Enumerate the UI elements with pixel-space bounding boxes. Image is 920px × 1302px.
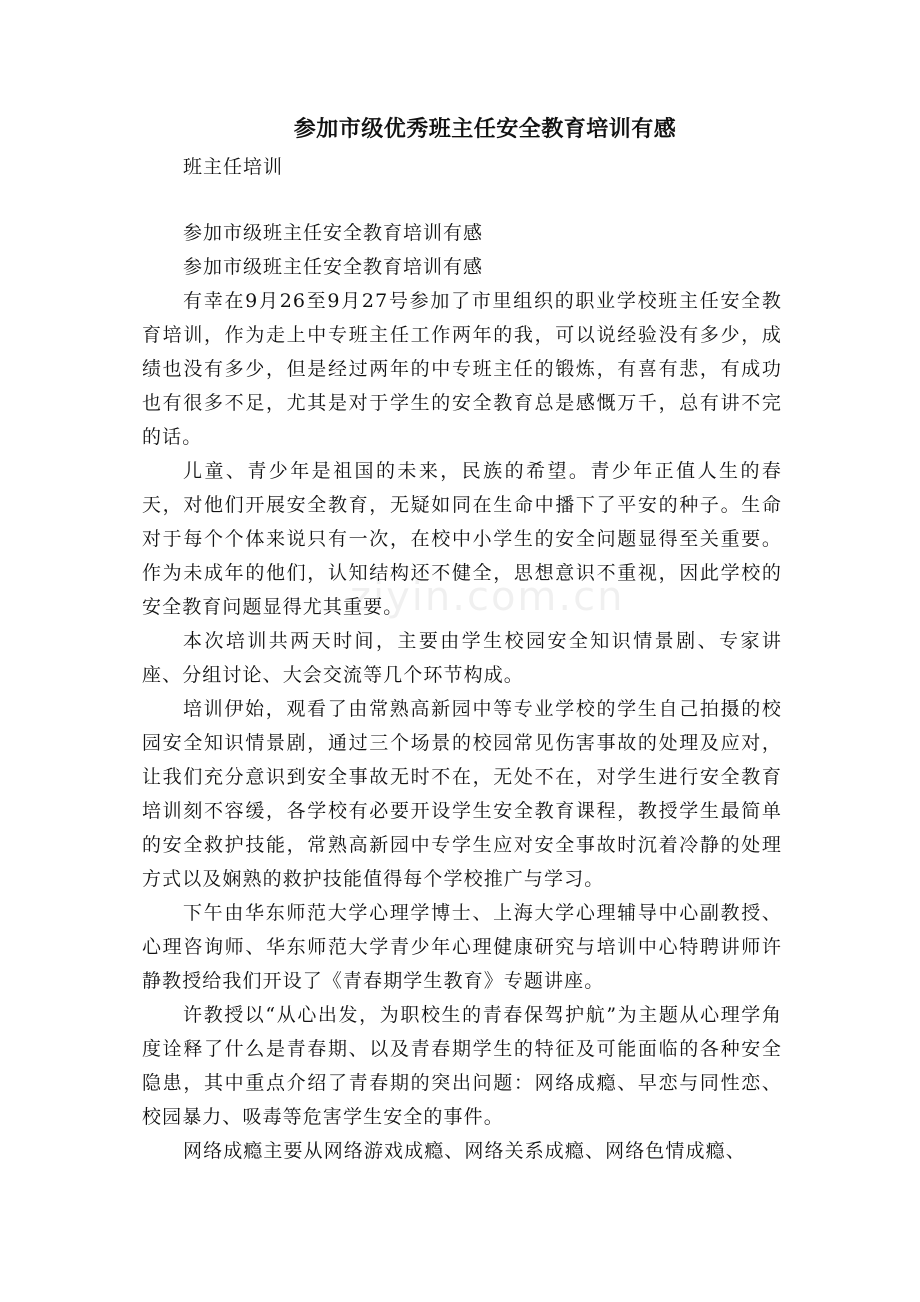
paragraph: 许教授以“从心出发，为职校生的青春保驾护航”为主题从心理学角度诠释了什么是青春期、以及青春期学生的特征及可能面临的各种安全隐患，其中重点介绍了青春期的突出问题：网络成瘾、早恋与同性恋、校园暴力、吸毒等危害学生安全的事件。 bbox=[142, 1004, 782, 1128]
paragraph: 儿童、青少年是祖国的未来，民族的希望。青少年正值人生的春天，对他们开展安全教育，无疑如同在生命中播下了平安的种子。生命对于每个个体来说只有一次，在校中小学生的安全问题显得至关重要。作为未成年的他们，认知结构还不健全，思想意识不重视，因此学校的安全教育问题显得尤其重要。 bbox=[142, 460, 782, 618]
paragraph: 培训伊始，观看了由常熟高新园中等专业学校的学生自己拍摄的校园安全知识情景剧，通过三个场景的校园常见伤害事故的处理及应对，让我们充分意识到安全事故无时不在，无处不在，对学生进行安全教育培训刻不容缓，各学校有必要开设学生安全教育课程，教授学生最简单的安全救护技能，常熟高新园中专学生应对安全事故时沉着冷静的处理方式以及娴熟的救护技能值得每个学校推广与学习。 bbox=[142, 698, 782, 890]
document-title: 参加市级优秀班主任安全教育培训有感 bbox=[293, 117, 677, 142]
document-body bbox=[142, 216, 782, 1168]
watermark-text: ziyin.com.cn bbox=[350, 574, 625, 620]
paragraph: 参加市级班主任安全教育培训有感 bbox=[183, 222, 484, 244]
paragraph: 有幸在9月26至9月27号参加了市里组织的职业学校班主任安全教育培训，作为走上中专班主任工作两年的我，可以说经验没有多少，成绩也没有多少，但是经过两年的中专班主任的锻炼，有喜有悲，有成功也有很多不足，尤其是对于学生的安全教育总是感慨万千，总有讲不完的话。 bbox=[142, 290, 782, 448]
paragraph: 下午由华东师范大学心理学博士、上海大学心理辅导中心副教授、心理咨询师、华东师范大学青少年心理健康研究与培训中心特聘讲师许静教授给我们开设了《青春期学生教育》专题讲座。 bbox=[142, 902, 782, 992]
paragraph: 参加市级班主任安全教育培训有感 bbox=[183, 256, 484, 278]
paragraph: 本次培训共两天时间，主要由学生校园安全知识情景剧、专家讲座、分组讨论、大会交流等几个环节构成。 bbox=[142, 630, 782, 686]
document-category: 班主任培训 bbox=[183, 156, 284, 178]
paragraph: 网络成瘾主要从网络游戏成瘾、网络关系成瘾、网络色情成瘾、 bbox=[183, 1140, 746, 1162]
